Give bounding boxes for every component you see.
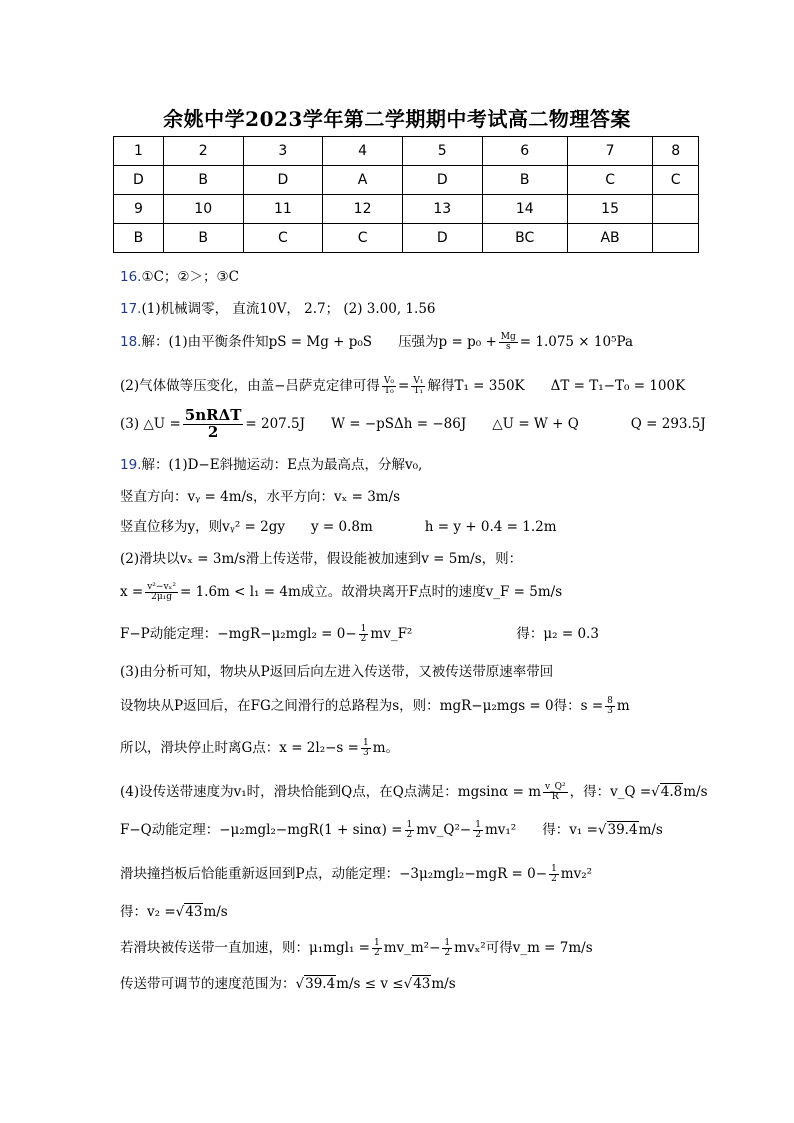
q19-ke-q: mv_Q²− [416,822,472,838]
q16-text: ①C；②＞；③C [141,269,239,285]
q18-line1 [120,330,633,352]
q19-line11 [120,818,663,840]
q18-first-law: △U = W + Q [492,415,579,432]
q19-ke-term: mv_F² [370,626,413,642]
q19-half-c: $\frac{1}{2}$ [551,863,557,884]
q19-range-unit: m/s [431,976,456,992]
equals-sign: = [398,378,410,394]
q19-ke-1: mv₁² [484,822,517,838]
q18-pressure-result: = 1.075 × 10⁵Pa [519,334,634,350]
q19-part2: (2)滑块以vₓ = 3m/s滑上传送带，假设能被加速到v = 5m/s，则： [120,551,523,567]
table-cell: BC [482,224,567,253]
q19-s-unit: m [616,698,630,714]
q19-third: $\frac{1}{3}$ [362,737,369,758]
q19-s-eq: 设物块从P返回后，在FG之间滑行的总路程为s，则：mgR−μ₂mgs = 0得：s = [120,698,604,714]
q19-range-mid: m/s ≤ v ≤ [336,976,404,992]
q19-stop-distance: 所以，滑块停止时离G点：x = 2l₂−s = [120,740,359,756]
q19-vm-result: mvₓ²可得v_m = 7m/s [454,940,593,956]
q19-line15 [120,972,456,992]
q19-stop-unit: m。 [372,740,399,756]
q19-y-result: y = 0.8m [311,519,373,535]
table-cell: D [402,224,482,253]
table-cell: 13 [402,195,482,224]
q19-line12 [120,862,592,884]
q19-s-fraction: $\frac{8}{3}$ [607,695,613,716]
table-cell [653,224,699,253]
table-cell: B [163,224,243,253]
q19-line6 [120,622,599,644]
q17-number: 17. [120,301,142,317]
q18-pressure-label: 压强为p = p₀ + [398,334,497,350]
q19-rebound-energy: 滑块撞挡板后恰能重新返回到P点，动能定理：−3μ₂mgl₂−mgR = 0− [120,866,548,882]
q19-vertical-eq: 竖直位移为y，则vᵧ² = 2gy [120,519,285,535]
q18-du-result: = 207.5J [245,415,306,432]
table-cell: 14 [482,195,567,224]
q19-half-b: $\frac{1}{2}$ [475,819,481,840]
q18-t1: 解得T₁ = 350K [427,378,525,394]
table-cell: 15 [567,195,652,224]
q19-v1-label: 得：v₁ = [542,822,598,838]
sqrt-icon: √4.8 [651,784,683,800]
q19-half-d: $\frac{1}{2}$ [373,937,380,958]
q19-half: $\frac{1}{2}$ [360,623,367,644]
q18-fraction: $\frac{Mg}{s}$ [500,331,516,352]
table-cell: B [163,166,243,195]
q19-x-label: x = [120,584,144,600]
q19-v2-label: 得：v₂ = [120,904,176,920]
table-cell: B [114,224,164,253]
table-cell: D [402,166,482,195]
table-cell: 2 [163,137,243,166]
q19-vq-unit: m/s [683,784,708,800]
sqrt-icon: √39.4 [597,822,638,838]
q19-v2-unit: m/s [203,904,228,920]
page-title: 余姚中学2023学年第二学期期中考试高二物理答案 [163,107,631,131]
q16-line [120,265,239,285]
table-cell: 1 [114,137,164,166]
q19-fp-energy: F−P动能定理：−mgR−μ₂mgl₂ = 0− [120,626,357,642]
sqrt-icon: √43 [175,904,203,920]
q18-work: W = −pSΔh = −86J [331,415,467,432]
q18-equilibrium: 解：(1)由平衡条件知pS = Mg + p₀S [141,334,373,350]
q19-line14 [120,936,593,958]
q17-line [120,297,436,317]
q19-x-result: = 1.6m < l₁ = 4m成立。故滑块离开F点时的速度v_F = 5m/s [179,584,563,600]
q19-line9 [120,736,399,758]
table-cell: A [323,166,403,195]
q19-number: 19. [120,457,142,473]
table-cell: 4 [323,137,403,166]
q19-ke-2: mv₂² [560,866,593,882]
table-cell: C [567,166,652,195]
table-row [114,195,699,224]
sqrt-icon: √43 [403,976,431,992]
table-cell: 6 [482,137,567,166]
table-cell [653,195,699,224]
q19-line8 [120,694,630,716]
table-cell: C [323,224,403,253]
q19-mu2-result: 得：μ₂ = 0.3 [516,626,599,642]
q19-fq-energy: F−Q动能定理：−μ₂mgl₂−mgR(1 + sinα) = [120,822,403,838]
sqrt-icon: √39.4 [295,976,336,992]
table-cell: D [114,166,164,195]
table-cell: C [243,224,323,253]
table-cell: 12 [323,195,403,224]
table-row [114,224,699,253]
q18-delta-t: ΔT = T₁−T₀ = 100K [550,378,686,394]
table-cell: C [653,166,699,195]
table-cell: AB [567,224,652,253]
q19-vq-label: ，得：v_Q = [569,784,652,800]
q19-range-label: 传送带可调节的速度范围为： [120,976,296,992]
q19-line5 [120,580,562,602]
q18-du-label: (3) △U = [120,415,181,432]
table-cell: 8 [653,137,699,166]
q19-part4: (4)设传送带速度为v₁时，滑块恰能到Q点，在Q点满足：mgsinα = m [120,784,541,800]
table-cell: 7 [567,137,652,166]
table-cell: 9 [114,195,164,224]
q19-line13 [120,900,228,920]
table-cell: 3 [243,137,323,166]
q19-half-a: $\frac{1}{2}$ [406,819,413,840]
q17-text: (1)机械调零， 直流10V， 2.7； (2) 3.00, 1.56 [141,301,436,317]
q18-number: 18. [120,334,142,350]
q19-line3 [120,515,557,535]
q18-heat: Q = 293.5J [630,415,706,432]
q19-ke-m: mv_m²− [383,940,441,956]
q19-line2 [120,485,400,505]
q19-h-result: h = y + 0.4 = 1.2m [424,519,557,535]
q19-v1-unit: m/s [638,822,663,838]
q19-part3: (3)由分析可知，物块从P返回后向左进入传送带，又被传送带原速率带回 [120,664,554,680]
q19-line1 [120,453,422,473]
table-cell: 10 [163,195,243,224]
q19-line7 [120,660,553,680]
q18-ratio-1: $\frac{\text{V₀}}{\text{T₀}}$ [383,375,395,396]
q16-number: 16. [120,269,142,285]
q19-line10 [120,780,708,802]
q19-velocity-components: 竖直方向：vᵧ = 4m/s，水平方向：vₓ = 3m/s [120,489,401,505]
q18-ratio-2: $\frac{\text{V₁}}{\text{T₁}}$ [413,375,424,396]
q19-accelerate: 若滑块被传送带一直加速，则：μ₁mgl₁ = [120,940,370,956]
q18-isobaric: (2)气体做等压变化，由盖−吕萨克定律可得 [120,378,380,394]
q19-x-fraction: $\frac{\text{v²−vₓ²}}{\text{2μ₁g}}$ [147,581,176,602]
table-row [114,166,699,195]
table-row [114,137,699,166]
q19-part1: 解：(1)D−E斜抛运动：E点为最高点，分解v₀, [141,457,423,473]
q19-line4 [120,547,522,567]
q18-line3 [120,408,706,441]
answer-table [113,136,699,253]
table-cell: 11 [243,195,323,224]
table-cell: D [243,166,323,195]
q19-vq-fraction: $\frac{\text{v\_Q²}}{R}$ [545,781,566,802]
table-cell: 5 [402,137,482,166]
q19-half-e: $\frac{1}{2}$ [444,937,451,958]
q18-du-fraction: $\frac{\text{5nRΔT}}{2}$ [184,406,242,441]
q18-line2 [120,374,685,396]
table-cell: B [482,166,567,195]
